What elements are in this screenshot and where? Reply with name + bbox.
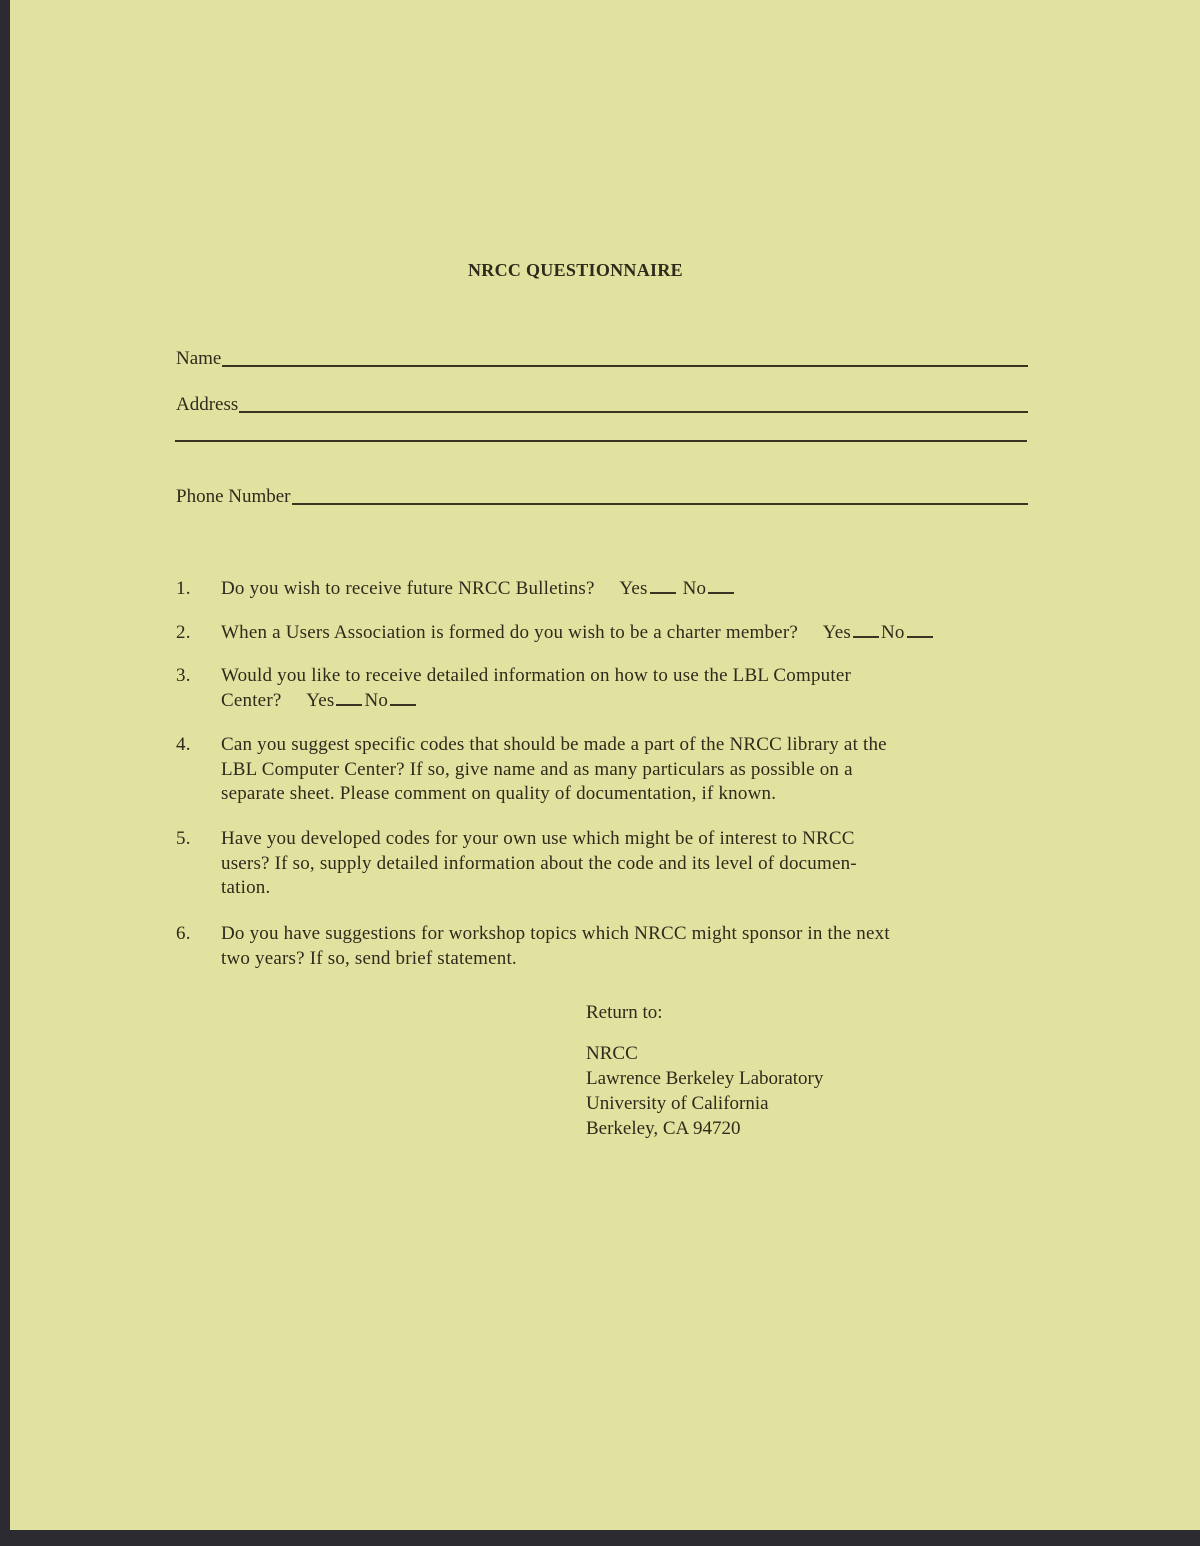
name-field[interactable] xyxy=(176,348,1028,370)
question-6 xyxy=(176,922,890,971)
name-label: Name xyxy=(176,348,222,369)
no-blank[interactable] xyxy=(390,704,416,706)
address-line: Lawrence Berkeley Laboratory xyxy=(586,1068,824,1089)
question-number: 4. xyxy=(176,734,191,755)
question-4 xyxy=(176,733,887,807)
question-text: two years? If so, send brief statement. xyxy=(221,947,517,969)
address-field[interactable] xyxy=(176,394,1028,416)
phone-label: Phone Number xyxy=(176,486,291,507)
no-label: No xyxy=(880,622,905,643)
document-title: NRCC QUESTIONNAIRE xyxy=(468,260,683,280)
no-blank[interactable] xyxy=(708,592,734,594)
question-5 xyxy=(176,827,857,901)
question-number: 2. xyxy=(176,622,191,643)
yes-blank[interactable] xyxy=(853,636,879,638)
question-text: Do you wish to receive future NRCC Bulletins? xyxy=(221,578,595,599)
yes-blank[interactable] xyxy=(336,704,362,706)
question-text: Can you suggest specific codes that should be made a part of the NRCC library at the xyxy=(221,734,887,755)
question-text: When a Users Association is formed do you wish to be a charter member? xyxy=(221,622,798,643)
question-text: Would you like to receive detailed information on how to use the LBL Computer xyxy=(221,665,851,686)
phone-field[interactable] xyxy=(176,486,1028,508)
return-address xyxy=(586,1041,823,1141)
address-line-2[interactable] xyxy=(175,440,1027,445)
address-label: Address xyxy=(176,394,239,415)
yes-label: Yes xyxy=(306,689,335,711)
no-label: No xyxy=(364,689,389,711)
question-number: 5. xyxy=(176,828,191,849)
question-text: LBL Computer Center? If so, give name and as many particulars as possible on a xyxy=(221,758,853,780)
question-text: Do you have suggestions for workshop topics which NRCC might sponsor in the next xyxy=(221,923,890,944)
question-2 xyxy=(176,621,935,646)
question-text: tation. xyxy=(221,877,271,898)
question-text: Have you developed codes for your own use which might be of interest to NRCC xyxy=(221,828,855,849)
phone-line[interactable] xyxy=(292,503,1028,505)
yes-label: Yes xyxy=(822,622,851,643)
return-to-label: Return to: xyxy=(586,1002,663,1023)
question-3 xyxy=(176,664,851,713)
no-blank[interactable] xyxy=(907,636,933,638)
address-line: NRCC xyxy=(586,1043,638,1064)
question-number: 3. xyxy=(176,665,191,686)
yes-label: Yes xyxy=(619,578,648,599)
question-text: Center? xyxy=(221,689,282,711)
address-line[interactable] xyxy=(239,411,1028,413)
question-number: 6. xyxy=(176,923,191,944)
question-text: users? If so, supply detailed information about the code and its level of documen- xyxy=(221,852,857,874)
address-line: University of California xyxy=(586,1093,769,1114)
address-line: Berkeley, CA 94720 xyxy=(586,1118,741,1139)
name-line[interactable] xyxy=(222,365,1028,367)
address-line-2-rule[interactable] xyxy=(175,440,1027,442)
yes-blank[interactable] xyxy=(650,592,676,594)
question-text: separate sheet. Please comment on quality of documentation, if known. xyxy=(221,783,777,804)
question-number: 1. xyxy=(176,578,191,599)
question-1 xyxy=(176,577,736,602)
no-label: No xyxy=(682,578,707,599)
